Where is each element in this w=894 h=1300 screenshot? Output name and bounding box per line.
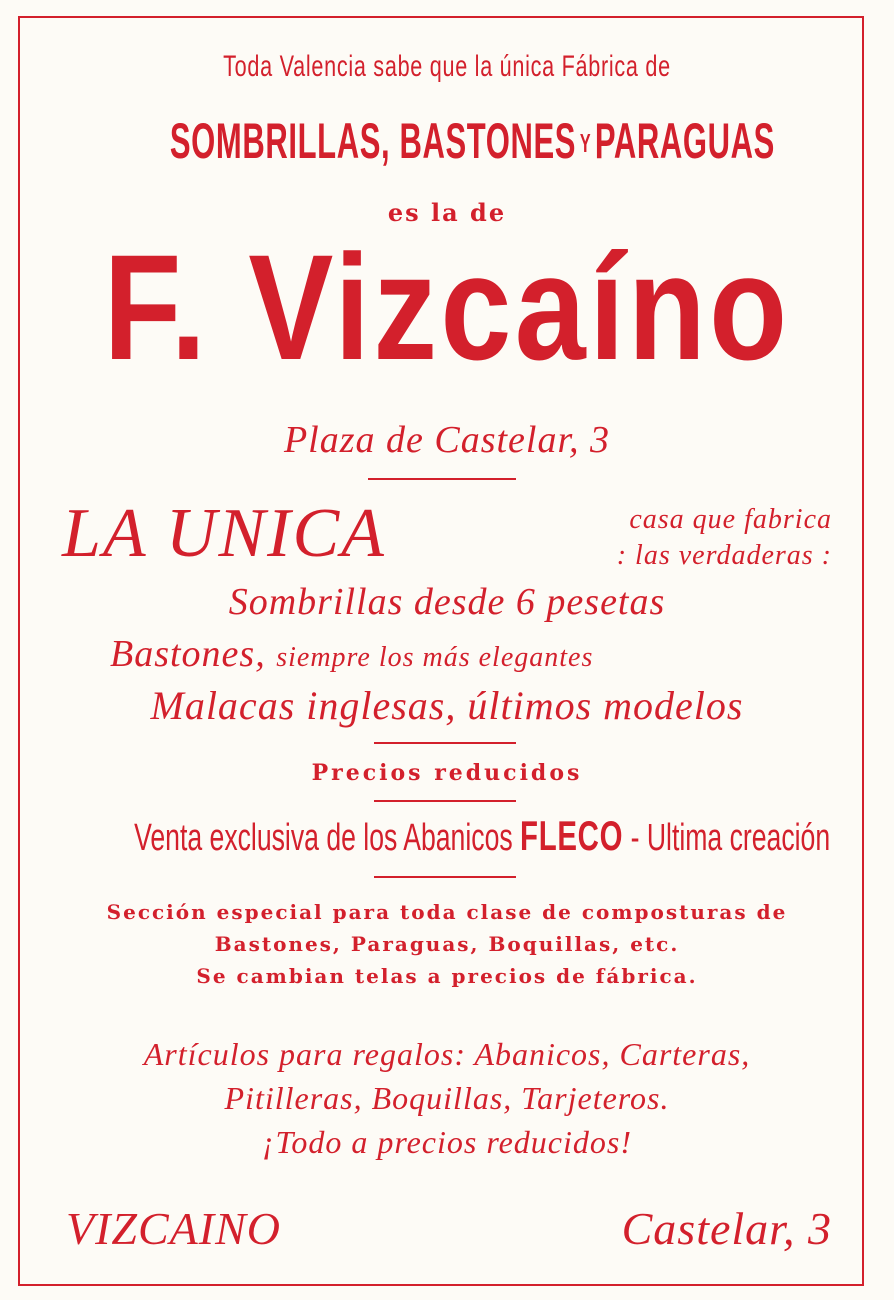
venta-pre: Venta exclusiva de los Abanicos (134, 817, 513, 859)
venta-post: - Ultima creación (630, 817, 831, 859)
sombrillas-line: Sombrillas desde 6 pesetas (228, 581, 666, 623)
footer-address: Castelar, 3 (621, 1203, 832, 1254)
articulos-line-2: Pitilleras, Boquillas, Tarjeteros. (224, 1080, 670, 1116)
address-text: Plaza de Castelar, 3 (283, 419, 611, 461)
seccion-line-1: Sección especial para toda clase de composturas de (106, 900, 788, 924)
products-heading (169, 112, 775, 170)
products-join: Y (579, 128, 592, 158)
products-last: PARAGUAS (594, 113, 775, 169)
divider-rule (374, 742, 516, 744)
bastones-line (110, 632, 593, 676)
casa-line-2: : las verdaderas : (616, 540, 832, 571)
brand-name: F. Vizcaíno (103, 223, 791, 391)
products-main: SOMBRILLAS, BASTONES (169, 113, 577, 169)
divider-rule (368, 478, 516, 480)
malacas-line: Malacas inglesas, últimos modelos (150, 683, 744, 728)
es-la-de-text: es la de (387, 198, 507, 227)
venta-line (134, 812, 831, 860)
articulos-line-3: ¡Todo a precios reducidos! (262, 1124, 632, 1160)
venta-brand: FLECO (520, 812, 624, 859)
bastones-small: siempre los más elegantes (276, 642, 594, 673)
seccion-line-2: Bastones, Paraguas, Boquillas, etc. (214, 932, 680, 956)
la-unica-heading: LA UNICA (62, 495, 386, 572)
divider-rule (374, 800, 516, 802)
bastones-big: Bastones, (110, 633, 266, 675)
casa-line-1: casa que fabrica (629, 504, 832, 535)
articulos-line-1: Artículos para regalos: Abanicos, Carteras, (143, 1036, 751, 1072)
footer-brand: VIZCAINO (66, 1203, 281, 1254)
divider-rule (374, 876, 516, 878)
intro-text: Toda Valencia sabe que la única Fábrica de (223, 50, 671, 83)
precios-reducidos-text: Precios reducidos (311, 760, 583, 786)
seccion-line-3: Se cambian telas a precios de fábrica. (196, 964, 698, 988)
